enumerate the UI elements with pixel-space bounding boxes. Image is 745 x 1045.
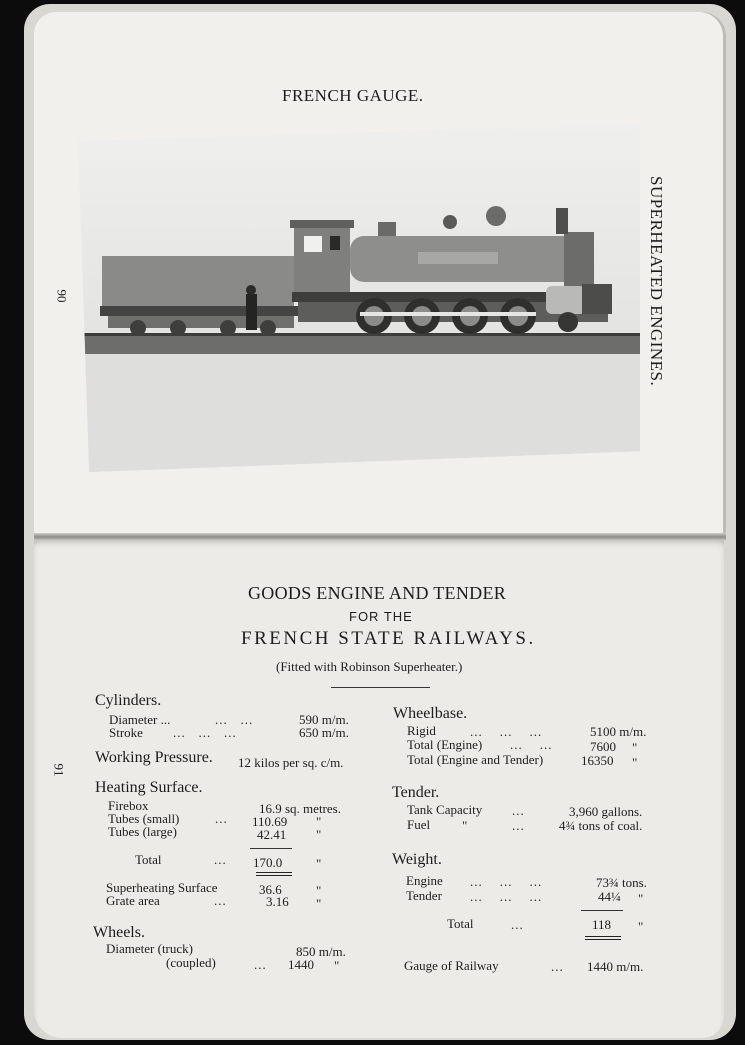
leader-dots: ... [198, 725, 212, 740]
wheelbase-heading: Wheelbase. [393, 705, 468, 722]
tender-fuel-label: Fuel [407, 817, 431, 832]
ditto-mark: " [632, 755, 638, 770]
tubes-large-value: 42.41 [257, 827, 287, 842]
wheels-truck-value: 850 m/m. [296, 944, 346, 959]
weight-engine-label: Engine [406, 873, 443, 888]
leader-dots: ... [511, 917, 524, 932]
firebox-label: Firebox [108, 798, 149, 813]
weight-tender-value: 44¼ [598, 889, 621, 904]
wheels-coupled-value: 1440 [288, 957, 314, 972]
weight-tender-label: Tender [406, 888, 442, 903]
leader-dots: ... [470, 889, 483, 904]
subtitle-superheater: (Fitted with Robinson Superheater.) [276, 659, 463, 674]
leader-dots: ... [214, 852, 227, 867]
weight-heading: Weight. [392, 851, 442, 868]
leader-dots: ... [510, 737, 523, 752]
ditto-mark: " [638, 919, 644, 934]
leader-dots: ... [551, 959, 564, 974]
wheelbase-engine-label: Total (Engine) [407, 737, 483, 752]
ditto-mark: " [638, 891, 644, 906]
leader-dots: ... [499, 889, 513, 904]
superheating-label: Superheating Surface [106, 880, 218, 895]
locomotive-photograph [78, 124, 640, 472]
wheelbase-engine-tender-label: Total (Engine and Tender) [407, 752, 544, 767]
title-rule [331, 687, 430, 688]
ditto-mark: " [316, 827, 322, 842]
weight-total-double-rule [585, 936, 621, 940]
title-goods-engine: GOODS ENGINE AND TENDER [248, 583, 507, 603]
leader-dots: ... [173, 725, 186, 740]
cylinders-stroke-value: 650 m/m. [299, 725, 349, 740]
cylinders-diameter-label: Diameter ... [109, 712, 171, 727]
cylinders-stroke-label: Stroke [109, 725, 143, 740]
leader-dots [470, 889, 542, 905]
leader-dots: ... [215, 811, 228, 826]
ditto-mark: " [462, 818, 468, 833]
tubes-small-value: 110.69 [252, 814, 288, 829]
wheels-coupled-label: (coupled) [166, 955, 216, 970]
superheating-value: 36.6 [259, 882, 282, 897]
tubes-large-label: Tubes (large) [108, 824, 177, 839]
page-number-lower: 91 [51, 763, 67, 777]
leader-dots [510, 737, 553, 753]
ditto-mark: " [316, 814, 322, 829]
total-double-rule [256, 872, 292, 876]
leader-dots: ... [529, 724, 543, 739]
leader-dots: ... [240, 712, 254, 727]
working-pressure-value: 12 kilos per sq. c/m. [238, 755, 344, 770]
ditto-mark: " [316, 896, 322, 911]
heating-surface-heading: Heating Surface. [95, 779, 203, 796]
side-heading: SUPERHEATED ENGINES. [647, 176, 666, 387]
leader-dots: ... [512, 818, 525, 833]
ditto-mark: " [316, 856, 322, 871]
tender-fuel-value: 4¾ tons of coal. [559, 818, 643, 833]
sum-rule [250, 848, 292, 849]
weight-total-value: 118 [592, 917, 612, 932]
wheels-heading: Wheels. [93, 924, 145, 941]
page-number-upper: 90 [54, 289, 70, 303]
wheels-truck-label: Diameter (truck) [106, 941, 193, 956]
leader-dots: ... [512, 803, 525, 818]
wheelbase-engine-value: 7600 [590, 739, 616, 754]
leader-dots: ... [254, 957, 267, 972]
leader-dots: ... [214, 893, 227, 908]
leader-dots: ... [499, 724, 513, 739]
ditto-mark: " [632, 740, 638, 755]
running-head: FRENCH GAUGE. [282, 86, 424, 105]
cylinders-heading: Cylinders. [95, 692, 162, 709]
weight-sum-rule [581, 910, 623, 911]
wheelbase-rigid-value: 5100 m/m. [590, 724, 647, 739]
cylinders-diameter-value: 590 m/m. [299, 712, 349, 727]
ditto-mark: " [334, 958, 340, 973]
leader-dots: ... [470, 874, 483, 889]
working-pressure-heading: Working Pressure. [95, 749, 213, 766]
leader-dots: ... [470, 724, 483, 739]
weight-total-label: Total [447, 916, 474, 931]
leader-dots [173, 725, 237, 741]
weight-engine-value: 73¾ tons. [596, 875, 647, 890]
tender-heading: Tender. [392, 784, 440, 801]
wheelbase-rigid-label: Rigid [407, 723, 436, 738]
leader-dots: ... [529, 889, 543, 904]
leader-dots: ... [224, 725, 237, 740]
book-gutter [34, 533, 726, 541]
leader-dots: ... [529, 874, 543, 889]
ditto-mark: " [316, 883, 322, 898]
wheelbase-engine-tender-value: 16350 [581, 753, 614, 768]
heating-total-value: 170.0 [253, 855, 283, 870]
gauge-value: 1440 m/m. [587, 959, 644, 974]
tubes-small-label: Tubes (small) [108, 811, 180, 826]
grate-area-label: Grate area [106, 893, 160, 908]
leader-dots: ... [215, 712, 228, 727]
leader-dots: ... [539, 737, 553, 752]
leader-dots [470, 874, 542, 890]
grate-area-value: 3.16 [266, 894, 289, 909]
title-french-state-railways: FRENCH STATE RAILWAYS. [241, 628, 536, 649]
tender-tank-label: Tank Capacity [407, 802, 483, 817]
title-for-the: FOR THE [349, 609, 413, 624]
leader-dots: ... [499, 874, 513, 889]
gauge-label: Gauge of Railway [404, 958, 499, 973]
firebox-value: 16.9 sq. metres. [259, 801, 341, 816]
heating-total-label: Total [135, 852, 162, 867]
tender-tank-value: 3,960 gallons. [569, 804, 643, 819]
